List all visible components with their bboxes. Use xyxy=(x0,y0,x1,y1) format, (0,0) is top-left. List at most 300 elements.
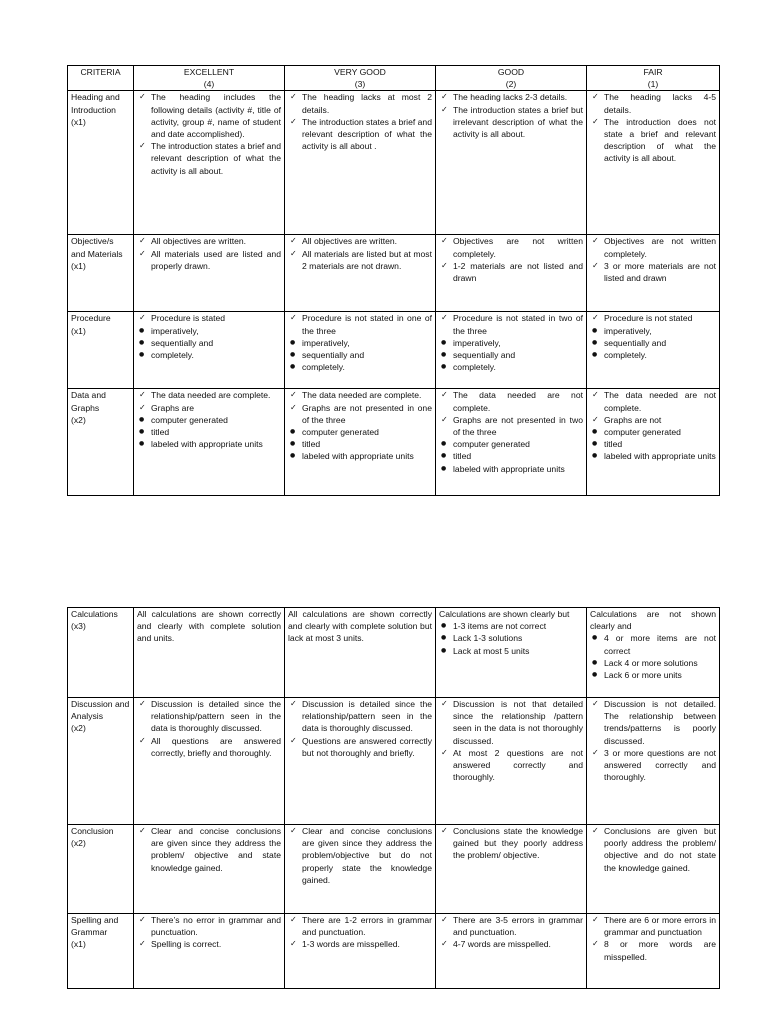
criteria-item xyxy=(137,349,281,361)
rubric-cell xyxy=(587,235,720,312)
criterion-multiplier: (x1) xyxy=(71,325,86,336)
checkmark-icon: ✓ xyxy=(441,915,448,924)
criteria-item xyxy=(590,438,716,450)
checkmark-icon: ✓ xyxy=(592,699,599,708)
bullet-icon: ● xyxy=(290,351,296,359)
checkmark-icon: ✓ xyxy=(441,104,448,114)
criteria-item-text: All objectives are written. xyxy=(302,236,398,247)
criteria-item xyxy=(288,248,432,272)
criteria-item-text: All questions are answered correctly, briefly and thoroughly. xyxy=(151,735,281,758)
rubric-cell xyxy=(134,698,285,825)
checkmark-icon: ✓ xyxy=(290,390,297,400)
criteria-item xyxy=(137,140,281,177)
rubric-cell xyxy=(436,914,587,989)
criteria-item xyxy=(439,632,583,644)
criteria-item xyxy=(590,747,716,784)
bullet-icon: ● xyxy=(139,428,145,436)
checkmark-icon: ✓ xyxy=(139,92,146,102)
criteria-item-text: There’s no error in grammar and punctuation. xyxy=(151,915,281,938)
criteria-item-text: labeled with appropriate units xyxy=(453,463,565,474)
rubric-cell xyxy=(436,608,587,698)
criteria-item-text: completely. xyxy=(151,350,194,361)
criteria-item xyxy=(439,698,583,747)
rubric-cell xyxy=(587,914,720,989)
criteria-list xyxy=(439,312,583,373)
criteria-item-text: Graphs are not presented in one of the three xyxy=(302,402,432,425)
criteria-item xyxy=(288,735,432,759)
bullet-icon: ● xyxy=(139,338,145,346)
bullet-icon: ● xyxy=(592,338,598,346)
bullet-icon: ● xyxy=(592,326,598,334)
criteria-list xyxy=(590,312,716,361)
criteria-item-text: 8 or more words are misspelled. xyxy=(604,939,716,962)
checkmark-icon: ✓ xyxy=(592,260,599,270)
rubric-cell xyxy=(134,825,285,914)
bullet-icon: ● xyxy=(290,428,296,436)
criteria-item xyxy=(288,938,432,950)
rubric-cell xyxy=(436,825,587,914)
checkmark-icon: ✓ xyxy=(592,92,599,102)
criteria-item xyxy=(137,914,281,938)
criteria-list xyxy=(288,312,432,373)
criteria-item-text: Clear and concise conclusions are given since they address the problem/objective but do not properly state the knowledge gained. xyxy=(302,826,432,885)
checkmark-icon: ✓ xyxy=(592,116,599,126)
bullet-icon: ● xyxy=(290,440,296,448)
rubric-body-part-2 xyxy=(68,608,720,989)
criteria-item xyxy=(590,414,716,426)
rubric-row xyxy=(68,91,720,235)
criteria-item xyxy=(590,312,716,324)
criteria-list xyxy=(439,914,583,951)
checkmark-icon: ✓ xyxy=(139,826,146,835)
criteria-item xyxy=(288,825,432,886)
criteria-list xyxy=(137,825,281,874)
criteria-item-text: Conclusions state the knowledge gained but they poorly address the problem/ objective. xyxy=(453,826,583,861)
cell-text: All calculations are shown correctly and clearly with complete solution and units. xyxy=(137,609,281,644)
criteria-item-text: sequentially and xyxy=(453,350,516,361)
level-score: (3) xyxy=(354,79,366,90)
criteria-item xyxy=(439,463,583,475)
criteria-list xyxy=(288,825,432,886)
criteria-item-text: computer generated xyxy=(453,439,530,450)
bullet-icon: ● xyxy=(592,671,598,679)
checkmark-icon: ✓ xyxy=(139,939,146,949)
criteria-item-text: 1-3 words are misspelled. xyxy=(302,939,400,950)
criteria-item-text: There are 1-2 errors in grammar and punctuation. xyxy=(302,915,432,938)
checkmark-icon: ✓ xyxy=(139,313,146,323)
criteria-item xyxy=(590,389,716,413)
level-header-good xyxy=(436,66,587,91)
criteria-list xyxy=(137,235,281,272)
criteria-item-text: 1-2 materials are not listed and drawn xyxy=(453,260,583,284)
criteria-item xyxy=(288,426,432,438)
criterion-name: Data and Graphs xyxy=(71,390,106,413)
checkmark-icon: ✓ xyxy=(290,116,297,126)
criteria-item-text: All materials are listed but at most 2 materials are not drawn. xyxy=(302,248,432,271)
checkmark-icon: ✓ xyxy=(290,915,297,924)
criteria-item-text: Discussion is detailed since the relationship/pattern seen in the data is thoroughly discussed. xyxy=(302,699,432,734)
criteria-item-text: labeled with appropriate units xyxy=(302,451,414,462)
criteria-item xyxy=(288,235,432,247)
criteria-item xyxy=(137,235,281,247)
checkmark-icon: ✓ xyxy=(441,747,448,757)
criteria-item xyxy=(439,91,583,103)
criteria-item-text: Lack 1-3 solutions xyxy=(453,633,523,644)
checkmark-icon: ✓ xyxy=(441,826,448,835)
criteria-item-text: Procedure is not stated in one of the three xyxy=(302,313,432,336)
checkmark-icon: ✓ xyxy=(592,414,599,424)
criteria-item xyxy=(288,389,432,401)
rubric-cell xyxy=(436,698,587,825)
criteria-item xyxy=(590,825,716,874)
criteria-item-text: imperatively, xyxy=(302,337,350,348)
criteria-item xyxy=(590,450,716,462)
criteria-item-text: sequentially and xyxy=(604,337,667,348)
rubric-cell xyxy=(285,389,436,496)
criterion-cell xyxy=(68,235,134,312)
criteria-list xyxy=(137,91,281,176)
criteria-item-text: Conclusions are given but poorly address the problem/ objective and do not state the knowledge gained. xyxy=(604,826,716,873)
bullet-icon: ● xyxy=(441,634,447,642)
level-score: (2) xyxy=(505,79,517,90)
level-score: (1) xyxy=(647,79,659,90)
criteria-item-text: The heading lacks 2-3 details. xyxy=(453,92,568,103)
checkmark-icon: ✓ xyxy=(139,248,146,258)
criteria-item-text: Procedure is not stated xyxy=(604,313,693,324)
checkmark-icon: ✓ xyxy=(441,414,448,424)
criterion-cell xyxy=(68,608,134,698)
criterion-cell xyxy=(68,825,134,914)
checkmark-icon: ✓ xyxy=(592,747,599,757)
bullet-icon: ● xyxy=(441,351,447,359)
rubric-table-part-1 xyxy=(67,65,720,496)
criterion-multiplier: (x2) xyxy=(71,723,86,734)
rubric-cell xyxy=(587,312,720,389)
criteria-list xyxy=(288,91,432,152)
criteria-item-text: 4-7 words are misspelled. xyxy=(453,939,551,950)
criterion-name: Objective/s and Materials xyxy=(71,236,123,259)
checkmark-icon: ✓ xyxy=(139,402,146,412)
checkmark-icon: ✓ xyxy=(290,402,297,412)
criteria-item xyxy=(439,938,583,950)
bullet-icon: ● xyxy=(139,326,145,334)
criteria-list xyxy=(137,698,281,759)
criteria-header-label: CRITERIA xyxy=(80,67,121,77)
criteria-item-text: titled xyxy=(604,439,623,450)
criterion-multiplier: (x1) xyxy=(71,116,86,127)
criteria-item-text: Procedure is not stated in two of the three xyxy=(453,313,583,336)
level-header-excellent xyxy=(134,66,285,91)
criterion-cell xyxy=(68,312,134,389)
criteria-item xyxy=(590,325,716,337)
bullet-icon: ● xyxy=(592,634,598,642)
criterion-cell xyxy=(68,389,134,496)
criteria-item-text: The heading includes the following details (activity #, title of activity, group #, name of student and date accomplished). xyxy=(151,92,281,140)
checkmark-icon: ✓ xyxy=(441,699,448,708)
criteria-item xyxy=(590,426,716,438)
criteria-item-text: sequentially and xyxy=(151,337,214,348)
criterion-multiplier: (x1) xyxy=(71,939,86,950)
criteria-item-text: completely. xyxy=(302,362,345,373)
checkmark-icon: ✓ xyxy=(139,236,146,246)
checkmark-icon: ✓ xyxy=(290,735,297,745)
criteria-item-text: imperatively, xyxy=(151,325,199,336)
bullet-icon: ● xyxy=(441,464,447,472)
criteria-header xyxy=(68,66,134,91)
criteria-list xyxy=(439,389,583,474)
criteria-list xyxy=(439,235,583,284)
criteria-item-text: The heading lacks 4-5 details. xyxy=(604,92,716,115)
criterion-name: Spelling and Grammar xyxy=(71,915,119,938)
checkmark-icon: ✓ xyxy=(592,390,599,400)
bullet-icon: ● xyxy=(441,452,447,460)
bullet-icon: ● xyxy=(139,440,145,448)
criteria-item-text: titled xyxy=(151,427,170,438)
bullet-icon: ● xyxy=(139,351,145,359)
bullet-icon: ● xyxy=(592,658,598,666)
criteria-item-text: All objectives are written. xyxy=(151,236,247,247)
rubric-cell xyxy=(285,312,436,389)
criteria-item xyxy=(590,657,716,669)
rubric-cell xyxy=(587,608,720,698)
criteria-item-text: Lack 4 or more solutions xyxy=(604,657,698,668)
bullet-icon: ● xyxy=(290,452,296,460)
criteria-item xyxy=(590,669,716,681)
criteria-list xyxy=(439,620,583,657)
checkmark-icon: ✓ xyxy=(139,699,146,708)
rubric-cell xyxy=(436,91,587,235)
criterion-name: Conclusion xyxy=(71,826,114,836)
criteria-item-text: 1-3 items are not correct xyxy=(453,621,547,632)
criterion-cell xyxy=(68,91,134,235)
criteria-list xyxy=(439,91,583,140)
rubric-cell xyxy=(587,389,720,496)
criteria-list xyxy=(288,389,432,462)
criteria-item-text: The data needed are not complete. xyxy=(604,390,716,413)
criteria-item-text: The introduction states a brief but irrelevant description of what the activity is all about. xyxy=(453,104,583,140)
bullet-icon: ● xyxy=(441,646,447,654)
bullet-icon: ● xyxy=(441,363,447,371)
checkmark-icon: ✓ xyxy=(139,915,146,924)
criteria-item xyxy=(590,938,716,962)
criteria-item-text: The data needed are complete. xyxy=(151,390,271,401)
rubric-cell xyxy=(285,91,436,235)
bullet-icon: ● xyxy=(592,440,598,448)
criteria-item-text: Objectives are not written completely. xyxy=(604,236,716,259)
criteria-list xyxy=(137,312,281,361)
level-name: VERY GOOD xyxy=(334,67,386,77)
checkmark-icon: ✓ xyxy=(441,390,448,400)
rubric-cell xyxy=(285,698,436,825)
criteria-item-text: At most 2 questions are not answered correctly and thoroughly. xyxy=(453,747,583,783)
criteria-item xyxy=(439,438,583,450)
checkmark-icon: ✓ xyxy=(441,92,448,102)
criteria-item xyxy=(137,938,281,950)
bullet-icon: ● xyxy=(441,622,447,630)
criteria-item xyxy=(137,312,281,324)
checkmark-icon: ✓ xyxy=(441,236,448,246)
criteria-item xyxy=(439,104,583,141)
rubric-cell xyxy=(285,914,436,989)
criteria-list xyxy=(590,389,716,462)
criteria-item-text: The introduction states a brief and relevant description of what the activity is all about . xyxy=(302,116,432,152)
checkmark-icon: ✓ xyxy=(441,939,448,949)
criteria-item xyxy=(288,450,432,462)
bullet-icon: ● xyxy=(290,363,296,371)
checkmark-icon: ✓ xyxy=(592,236,599,246)
checkmark-icon: ✓ xyxy=(592,313,599,323)
criteria-list xyxy=(590,825,716,874)
criteria-item xyxy=(137,438,281,450)
checkmark-icon: ✓ xyxy=(290,92,297,102)
checkmark-icon: ✓ xyxy=(592,939,599,949)
criteria-item xyxy=(137,735,281,759)
criteria-list xyxy=(288,235,432,272)
rubric-cell xyxy=(134,312,285,389)
level-name: GOOD xyxy=(497,67,525,77)
criteria-item-text: The heading lacks at most 2 details. xyxy=(302,92,432,115)
cell-text: All calculations are shown correctly and clearly with complete solution but lack at most 3 units. xyxy=(288,609,432,644)
rubric-row xyxy=(68,608,720,698)
rubric-cell xyxy=(134,914,285,989)
bullet-icon: ● xyxy=(441,440,447,448)
criteria-item-text: imperatively, xyxy=(604,325,652,336)
checkmark-icon: ✓ xyxy=(592,915,599,924)
criteria-item xyxy=(590,235,716,259)
criteria-item xyxy=(288,312,432,336)
rubric-cell xyxy=(134,608,285,698)
criteria-item xyxy=(439,620,583,632)
criteria-item xyxy=(439,825,583,862)
checkmark-icon: ✓ xyxy=(290,699,297,708)
criteria-item-text: There are 3-5 errors in grammar and punctuation. xyxy=(453,915,583,938)
criteria-item xyxy=(590,337,716,349)
criteria-item xyxy=(590,349,716,361)
criteria-item-text: completely. xyxy=(453,362,496,373)
rubric-table-part-2 xyxy=(67,607,720,989)
criteria-item-text: Spelling is correct. xyxy=(151,939,222,950)
criteria-item xyxy=(288,361,432,373)
criteria-item-text: Procedure is stated xyxy=(151,313,226,324)
criteria-item xyxy=(439,414,583,438)
criteria-list xyxy=(590,235,716,284)
criteria-list xyxy=(137,389,281,450)
checkmark-icon: ✓ xyxy=(290,826,297,835)
criteria-item-text: 4 or more items are not correct xyxy=(604,633,716,656)
criteria-item xyxy=(439,450,583,462)
criteria-item-text: labeled with appropriate units xyxy=(604,451,716,462)
criteria-item-text: Lack 6 or more units xyxy=(604,670,682,681)
criteria-list xyxy=(590,632,716,681)
checkmark-icon: ✓ xyxy=(441,313,448,323)
level-score: (4) xyxy=(203,79,215,90)
criteria-item xyxy=(137,426,281,438)
criterion-multiplier: (x2) xyxy=(71,838,86,849)
checkmark-icon: ✓ xyxy=(139,141,146,151)
criteria-list xyxy=(439,825,583,862)
criteria-item-text: Graphs are xyxy=(151,402,194,413)
bullet-icon: ● xyxy=(592,452,598,460)
criteria-item-text: computer generated xyxy=(151,414,228,425)
criteria-item xyxy=(590,914,716,938)
criteria-item xyxy=(288,337,432,349)
cell-text: Calculations are not shown clearly and xyxy=(590,609,716,632)
criteria-item-text: All materials used are listed and properly drawn. xyxy=(151,248,281,271)
criteria-item xyxy=(590,91,716,115)
rubric-cell xyxy=(587,825,720,914)
rubric-row xyxy=(68,698,720,825)
criteria-item-text: Discussion is not detailed. The relationship between trends/patterns is poorly discussed. xyxy=(604,699,716,746)
rubric-cell xyxy=(285,235,436,312)
criteria-list xyxy=(590,914,716,963)
criteria-item-text: completely. xyxy=(604,350,647,361)
criteria-item xyxy=(439,389,583,413)
criteria-item xyxy=(137,337,281,349)
criteria-list xyxy=(590,698,716,783)
rubric-row xyxy=(68,312,720,389)
checkmark-icon: ✓ xyxy=(139,390,146,400)
rubric-cell xyxy=(285,825,436,914)
rubric-cell xyxy=(436,235,587,312)
checkmark-icon: ✓ xyxy=(441,260,448,270)
rubric-cell xyxy=(285,608,436,698)
criteria-list xyxy=(590,91,716,164)
criteria-item xyxy=(137,825,281,874)
criteria-item xyxy=(288,402,432,426)
criterion-cell xyxy=(68,698,134,825)
level-name: EXCELLENT xyxy=(183,67,235,77)
criteria-item-text: computer generated xyxy=(604,427,681,438)
rubric-cell xyxy=(587,698,720,825)
criteria-item-text: There are 6 or more errors in grammar and punctuation xyxy=(604,915,716,938)
criteria-item xyxy=(439,260,583,284)
criterion-name: Calculations xyxy=(71,609,118,619)
criteria-item-text: Questions are answered correctly but not thoroughly and briefly. xyxy=(302,735,432,758)
criteria-list xyxy=(288,914,432,951)
criteria-item-text: Lack at most 5 units xyxy=(453,645,530,656)
checkmark-icon: ✓ xyxy=(592,826,599,835)
level-header-fair xyxy=(587,66,720,91)
criteria-item-text: 3 or more materials are not listed and drawn xyxy=(604,260,716,284)
criteria-item-text: The introduction states a brief and relevant description of what the activity is all about. xyxy=(151,141,281,176)
criteria-item-text: imperatively, xyxy=(453,337,501,348)
criterion-multiplier: (x3) xyxy=(71,621,86,632)
criterion-multiplier: (x1) xyxy=(71,260,86,271)
criteria-item-text: The introduction does not state a brief and relevant description of what the activity is all about. xyxy=(604,116,716,164)
criteria-item-text: Discussion is detailed since the relationship/pattern seen in the data is thoroughly discussed. xyxy=(151,699,281,734)
criteria-item-text: labeled with appropriate units xyxy=(151,439,263,450)
criteria-item xyxy=(439,914,583,938)
criteria-item-text: Clear and concise conclusions are given since they address the problem/ objective and state knowledge gained. xyxy=(151,826,281,873)
criteria-item-text: sequentially and xyxy=(302,350,365,361)
criteria-item xyxy=(288,698,432,735)
level-name: FAIR xyxy=(643,67,663,77)
checkmark-icon: ✓ xyxy=(290,939,297,949)
rubric-cell xyxy=(134,389,285,496)
criteria-item-text: titled xyxy=(302,439,321,450)
criteria-item xyxy=(137,402,281,414)
criteria-item xyxy=(137,325,281,337)
bullet-icon: ● xyxy=(592,428,598,436)
criteria-item xyxy=(439,235,583,259)
criteria-item-text: Graphs are not presented in two of the three xyxy=(453,414,583,438)
criteria-item xyxy=(137,248,281,272)
rubric-cell xyxy=(587,91,720,235)
bullet-icon: ● xyxy=(441,338,447,346)
cell-text: Calculations are shown clearly but xyxy=(439,609,570,619)
criteria-item xyxy=(288,116,432,153)
criteria-item xyxy=(137,698,281,735)
